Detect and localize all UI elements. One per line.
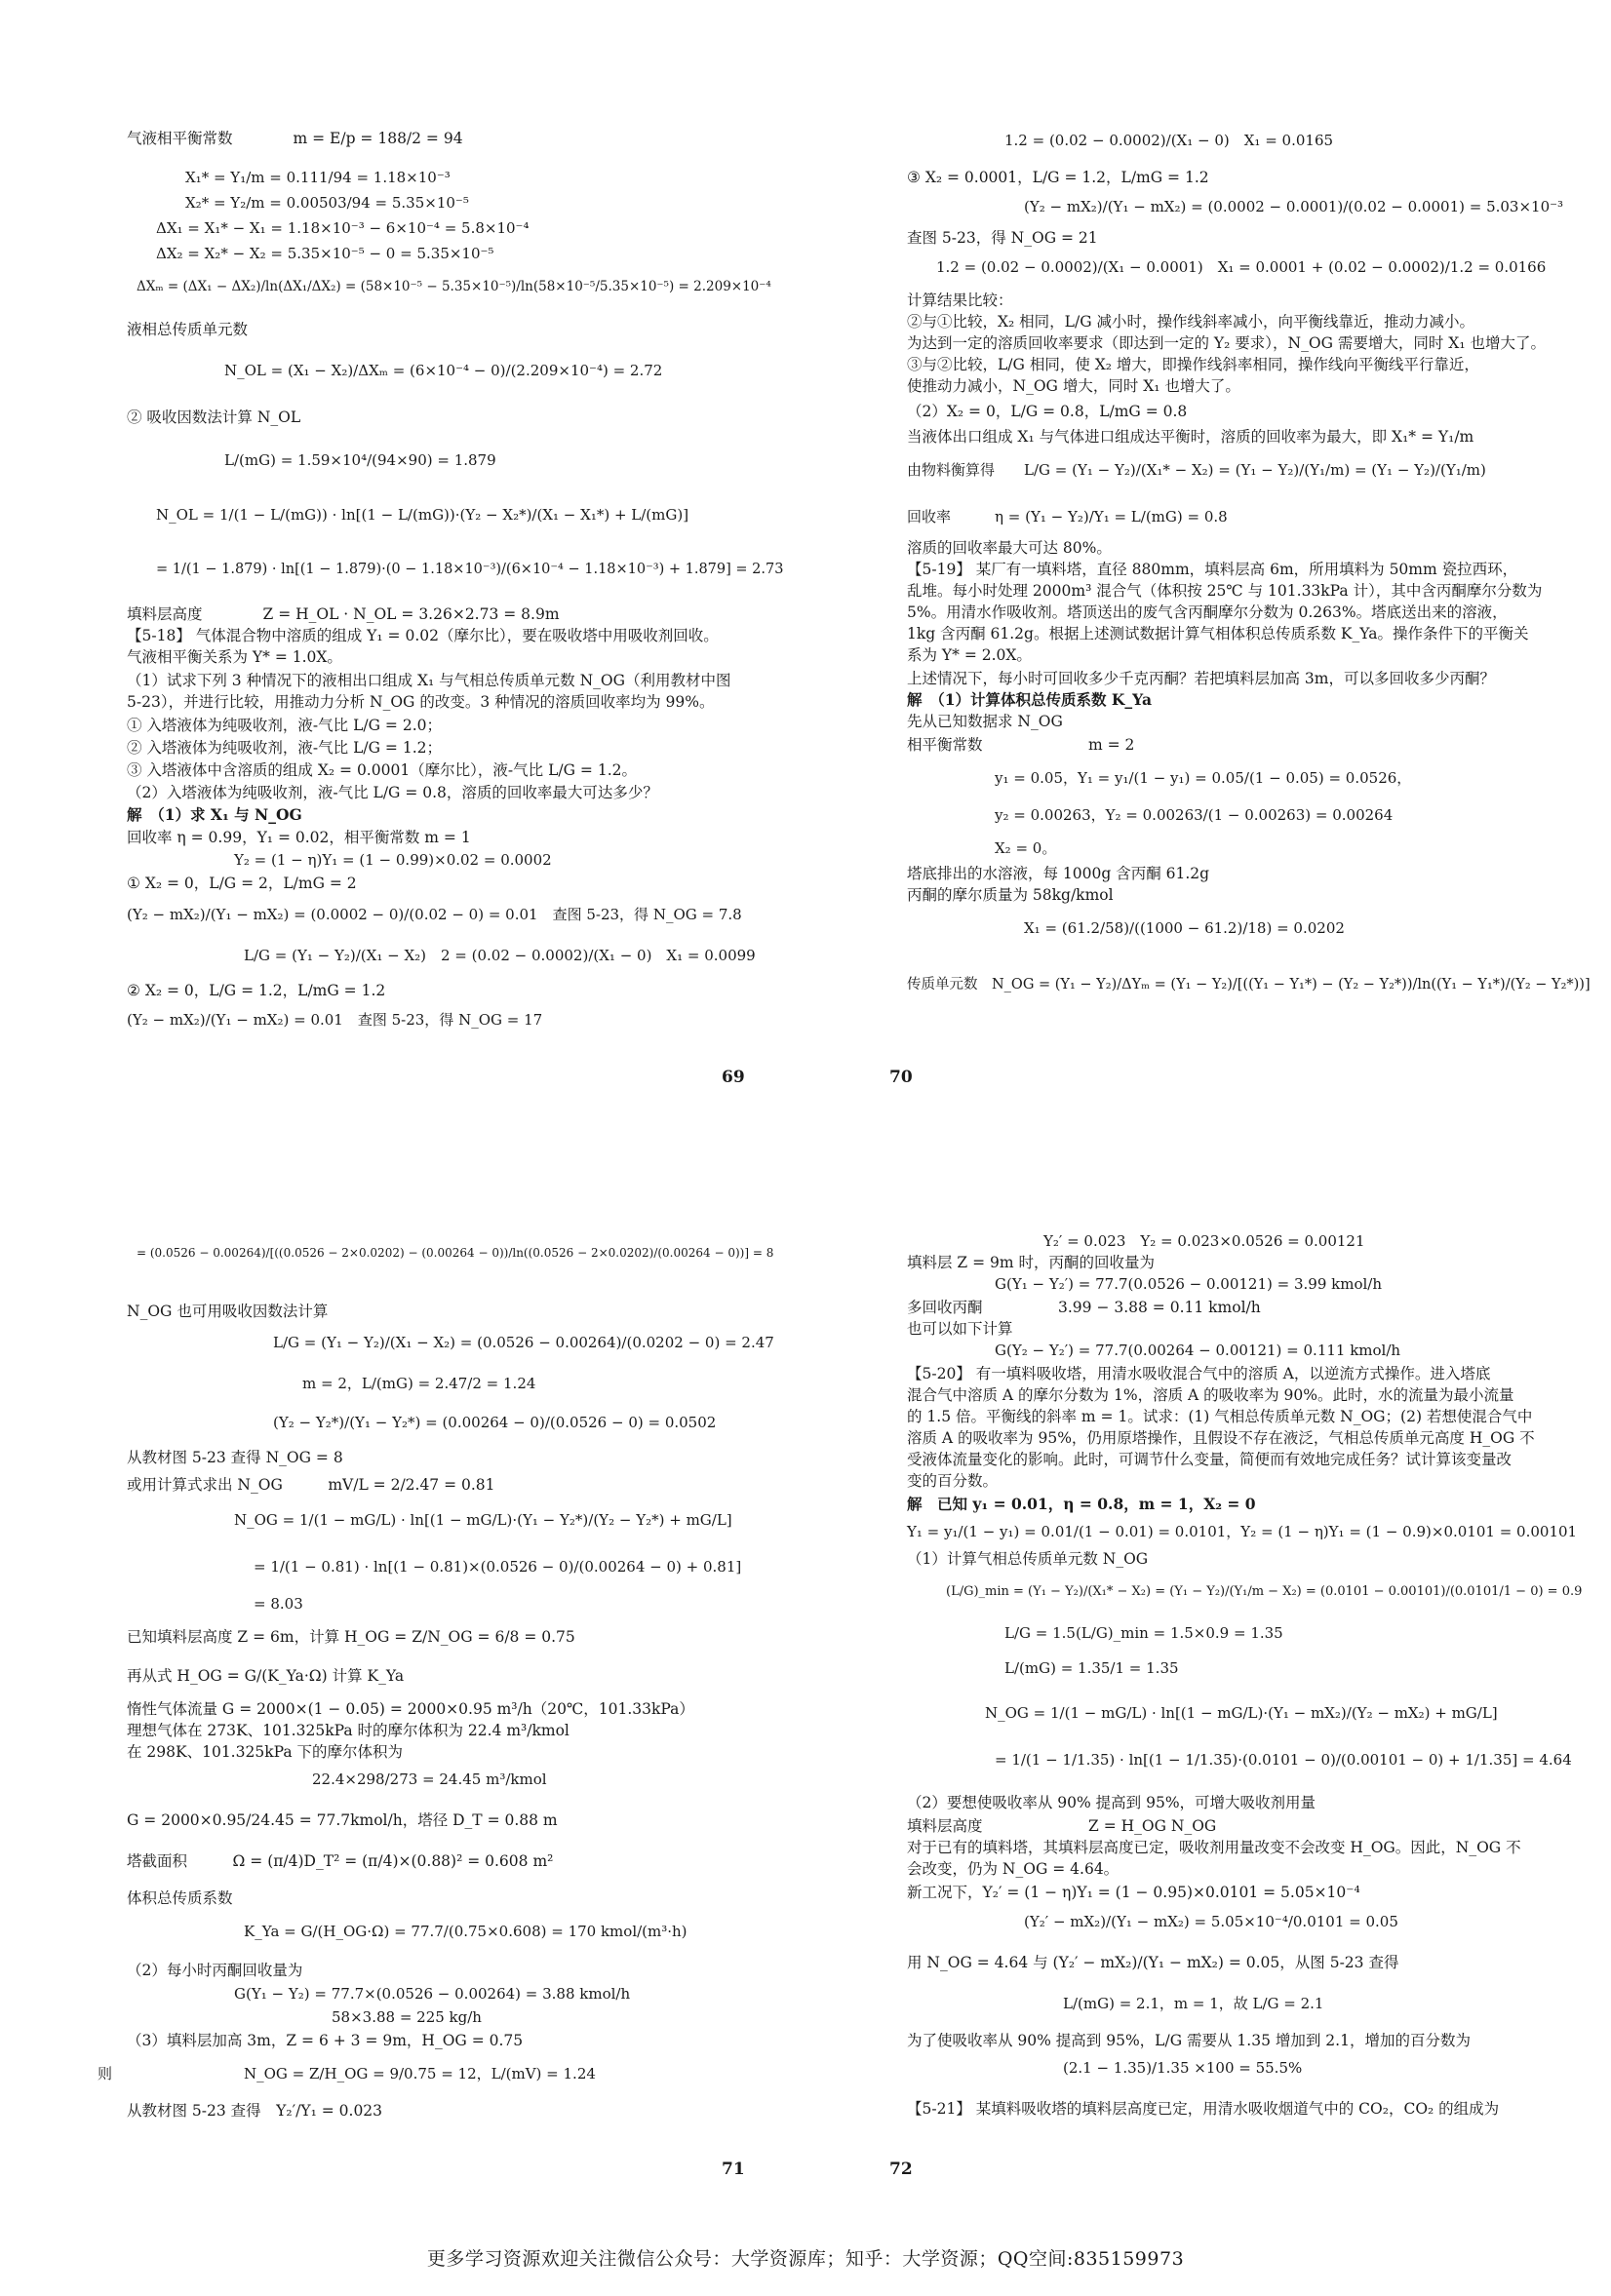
equation-line: 1.2 = (0.02 − 0.0002)/(X₁ − 0) X₁ = 0.0165 [1004,132,1334,149]
text-line: 上述情况下，每小时可回收多少千克丙酮？若把填料层加高 3m，可以多回收多少丙酮？ [907,670,1495,687]
equation-line: = 1/(1 − 1/1.35) · ln[(1 − 1/1.35)·(0.0101 − 0)/(0.00101 − 0) + 1/1.35] = 4.64 [995,1751,1572,1769]
equation-line: ΔXₘ = (ΔX₁ − ΔX₂)/ln(ΔX₁/ΔX₂) = (58×10⁻⁵ − 5.35×10⁻⁵)/ln(58×10⁻⁵/5.35×10⁻⁵) = 2.209×10⁻⁴ [137,279,771,294]
equation-line: L/(mG) = 1.35/1 = 1.35 [1004,1659,1179,1677]
text-line: 溶质的回收率最大可达 80%。 [907,539,1112,557]
text-line: 惰性气体流量 G = 2000×(1 − 0.05) = 2000×0.95 m³/h（20℃，101.33kPa） [127,1700,694,1718]
equation-line: X₂* = Y₂/m = 0.00503/94 = 5.35×10⁻⁵ [185,194,469,212]
page-number: 72 [889,2160,913,2179]
equation-line: (Y₂ − mX₂)/(Y₁ − mX₂) = (0.0002 − 0.0001)/(0.02 − 0.0001) = 5.03×10⁻³ [1024,198,1564,215]
equation-line: G(Y₂ − Y₂′) = 77.7(0.00264 − 0.00121) = 0.111 kmol/h [995,1342,1401,1359]
text-line: ② 入塔液体为纯吸收剂，液-气比 L/G = 1.2； [127,739,442,757]
text-line: 1kg 含丙酮 61.2g。根据上述测试数据计算气相体积总传质系数 K_Ya。操作条件下的平衡关 [907,625,1529,642]
text-line: N_OG 也可用吸收因数法计算 [127,1303,329,1320]
text-line: 会改变，仍为 N_OG = 4.64。 [907,1860,1120,1878]
equation-line: (Y₂ − mX₂)/(Y₁ − mX₂) = 0.01 查图 5-23，得 N_OG = 17 [127,1011,543,1029]
text-line: ③与②比较，L/G 相同，使 X₂ 增大，即操作线斜率相同，操作线向平衡线平行靠近， [907,356,1479,373]
equation-line: K_Ya = G/(H_OG·Ω) = 77.7/(0.75×0.608) = 170 kmol/(m³·h) [244,1923,688,1940]
text-line: 气液相平衡关系为 Y* = 1.0X。 [127,648,342,666]
equation-line: (Y₂′ − mX₂)/(Y₁ − mX₂) = 5.05×10⁻⁴/0.0101 = 0.05 [1024,1913,1398,1930]
text-line: （3）填料层加高 3m，Z = 6 + 3 = 9m，H_OG = 0.75 [127,2032,524,2049]
problem-heading: 【5-20】 有一填料吸收塔，用清水吸收混合气中的溶质 A，以逆流方式操作。进入塔底 [907,1365,1491,1382]
text-line: （1）试求下列 3 种情况下的液相出口组成 X₁ 与气相总传质单元数 N_OG（利用教材中图 [127,672,731,689]
equation-line: 则 N_OG = Z/H_OG = 9/0.75 = 12，L/(mV) = 1.24 [98,2065,596,2082]
text-line: 受液体流量变化的影响。此时，可调节什么变量，简便而有效地完成任务？试计算该变量改 [907,1451,1513,1468]
text-line: 也可以如下计算 [907,1320,1013,1338]
solution-heading: 解 （1）求 X₁ 与 N_OG [127,805,302,824]
text-line: 的 1.5 倍。平衡线的斜率 m = 1。试求：(1) 气相总传质单元数 N_OG；(2) 若想使混合气中 [907,1408,1533,1425]
equation-line: (L/G)_min = (Y₁ − Y₂)/(X₁* − X₂) = (Y₁ − Y₂)/(Y₁/m − X₂) = (0.0101 − 0.00101)/(0.0101/1 − 0) = 0.9 [946,1584,1583,1599]
problem-heading: 【5-19】 某厂有一填料塔，直径 880mm，填料层高 6m，所用填料为 50mm 瓷拉西环， [907,561,1518,578]
text-line: 液相总传质单元数 [127,321,249,338]
text-line: 在 298K、101.325kPa 下的摩尔体积为 [127,1743,403,1761]
problem-heading: 【5-21】 某填料吸收塔的填料层高度已定，用清水吸收烟道气中的 CO₂，CO₂ 的组成为 [907,2100,1500,2118]
equation-line: X₁ = (61.2/58)/((1000 − 61.2)/18) = 0.0202 [1024,919,1345,937]
text-line: （2）入塔液体为纯吸收剂，液-气比 L/G = 0.8，溶质的回收率最大可达多少？ [127,784,658,801]
text-line: 系为 Y* = 2.0X。 [907,646,1032,664]
equation-line: 58×3.88 = 225 kg/h [332,2008,482,2026]
text-line: （2）要想使吸收率从 90% 提高到 95%，可增大吸收剂用量 [907,1794,1316,1811]
text-line: 填料层 Z = 9m 时，丙酮的回收量为 [907,1254,1156,1271]
text-line: 为达到一定的溶质回收率要求（即达到一定的 Y₂ 要求），N_OG 需要增大，同时 X₁ 也增大了。 [907,334,1546,352]
text-line: ③ 入塔液体中含溶质的组成 X₂ = 0.0001（摩尔比），液-气比 L/G = 1.2。 [127,761,637,779]
text-line: 理想气体在 273K、101.325kPa 时的摩尔体积为 22.4 m³/kmol [127,1722,570,1739]
equation-line: Y₁ = y₁/(1 − y₁) = 0.01/(1 − 0.01) = 0.0101，Y₂ = (1 − η)Y₁ = (1 − 0.9)×0.0101 = 0.00101 [907,1523,1578,1540]
equation-line: y₁ = 0.05，Y₁ = y₁/(1 − y₁) = 0.05/(1 − 0.05) = 0.0526， [995,769,1412,787]
equation-line: 由物料衡算得 L/G = (Y₁ − Y₂)/(X₁* − X₂) = (Y₁ − Y₂)/(Y₁/m) = (Y₁ − Y₂)/(Y₁/m) [907,461,1486,479]
equation-line: L/G = 1.5(L/G)_min = 1.5×0.9 = 1.35 [1004,1624,1283,1642]
equation-line: y₂ = 0.00263，Y₂ = 0.00263/(1 − 0.00263) = 0.00264 [995,806,1394,824]
text-line: ① X₂ = 0，L/G = 2，L/mG = 2 [127,875,357,892]
equation-line: L/(mG) = 2.1，m = 1，故 L/G = 2.1 [1063,1995,1324,2012]
text-line: （2）每小时丙酮回收量为 [127,1962,303,1979]
text-line: 先从已知数据求 N_OG [907,713,1063,730]
page-number: 71 [722,2160,745,2179]
text-line: G = 2000×0.95/24.45 = 77.7kmol/h，塔径 D_T = 0.88 m [127,1811,558,1829]
text-line: 用 N_OG = 4.64 与 (Y₂′ − mX₂)/(Y₁ − mX₂) = 0.05，从图 5-23 查得 [907,1954,1399,1971]
equation-line: m = 2，L/(mG) = 2.47/2 = 1.24 [302,1375,536,1392]
text-line: （1）计算气相总传质单元数 N_OG [907,1550,1149,1568]
page-number: 70 [889,1068,913,1087]
equation-line: Y₂ = (1 − η)Y₁ = (1 − 0.99)×0.02 = 0.0002 [234,851,552,869]
equation-line: 传质单元数 N_OG = (Y₁ − Y₂)/ΔYₘ = (Y₁ − Y₂)/[((Y₁ − Y₁*) − (Y₂ − Y₂*))/ln((Y₁ − Y₁*)/(Y₂ − Y₂*))] [907,977,1591,992]
text-line: ② 吸收因数法计算 N_OL [127,409,301,426]
text-line: 再从式 H_OG = G/(K_Ya·Ω) 计算 K_Ya [127,1667,405,1685]
text-line: ③ X₂ = 0.0001，L/G = 1.2，L/mG = 1.2 [907,169,1209,186]
text-line: 变的百分数。 [907,1472,999,1490]
equation-line: = 1/(1 − 0.81) · ln[(1 − 0.81)×(0.0526 − 0)/(0.00264 − 0) + 0.81] [254,1558,742,1576]
equation-line: ΔX₂ = X₂* − X₂ = 5.35×10⁻⁵ − 0 = 5.35×10⁻⁵ [156,245,494,262]
text-line: 从教材图 5-23 查得 Y₂′/Y₁ = 0.023 [127,2102,383,2120]
problem-heading: 【5-18】 气体混合物中溶质的组成 Y₁ = 0.02（摩尔比），要在吸收塔中用吸收剂回收。 [127,627,719,644]
text-line: 混合气中溶质 A 的摩尔分数为 1%，溶质 A 的吸收率为 90%。此时，水的流量为最小流量 [907,1386,1514,1404]
text-line: 查图 5-23，得 N_OG = 21 [907,229,1098,247]
equation-line: N_OL = 1/(1 − L/(mG)) · ln[(1 − L/(mG))·(Y₂ − X₂*)/(X₁ − X₁*) + L/(mG)] [156,506,689,524]
text-line: 相平衡常数 m = 2 [907,736,1135,754]
equation-line: 回收率 η = (Y₁ − Y₂)/Y₁ = L/(mG) = 0.8 [907,508,1228,525]
text-line: ② X₂ = 0，L/G = 1.2，L/mG = 1.2 [127,982,386,999]
equation-line: N_OL = (X₁ − X₂)/ΔXₘ = (6×10⁻⁴ − 0)/(2.209×10⁻⁴) = 2.72 [224,362,663,379]
text-line: 或用计算式求出 N_OG mV/L = 2/2.47 = 0.81 [127,1476,495,1494]
equation-line: N_OG = 1/(1 − mG/L) · ln[(1 − mG/L)·(Y₁ − mX₂)/(Y₂ − mX₂) + mG/L] [985,1704,1498,1722]
text-line: 已知填料层高度 Z = 6m，计算 H_OG = Z/N_OG = 6/8 = 0.75 [127,1628,575,1646]
text-line: 塔底排出的水溶液，每 1000g 含丙酮 61.2g [907,865,1210,882]
equation-line: L/G = (Y₁ − Y₂)/(X₁ − X₂) = (0.0526 − 0.00264)/(0.0202 − 0) = 2.47 [273,1334,774,1351]
text-line: 填料层高度 Z = H_OL · N_OL = 3.26×2.73 = 8.9m [127,605,560,623]
page-72 [848,1214,1609,2296]
equation-line: Y₂′ = 0.023 Y₂ = 0.023×0.0526 = 0.00121 [1043,1232,1365,1250]
equation-line: G(Y₁ − Y₂) = 77.7×(0.0526 − 0.00264) = 3.88 kmol/h [234,1985,631,2003]
text-line: 乱堆。每小时处理 2000m³ 混合气（体积按 25℃ 与 101.33kPa 计），其中含丙酮摩尔分数为 [907,582,1543,600]
equation-line: = 8.03 [254,1595,303,1613]
solution-heading: 解 已知 y₁ = 0.01，η = 0.8，m = 1，X₂ = 0 [907,1495,1256,1513]
equation-line: (Y₂ − mX₂)/(Y₁ − mX₂) = (0.0002 − 0)/(0.02 − 0) = 0.01 查图 5-23，得 N_OG = 7.8 [127,906,742,923]
page-69 [39,117,800,1199]
text-line: 新工况下，Y₂′ = (1 − η)Y₁ = (1 − 0.95)×0.0101 = 5.05×10⁻⁴ [907,1884,1360,1901]
text-line: 丙酮的摩尔质量为 58kg/kmol [907,886,1114,904]
text-line: 回收率 η = 0.99，Y₁ = 0.02，相平衡常数 m = 1 [127,829,471,846]
text-line: 对于已有的填料塔，其填料层高度已定，吸收剂用量改变不会改变 H_OG。因此，N_OG 不 [907,1839,1521,1856]
equation-line: (2.1 − 1.35)/1.35 ×100 = 55.5% [1063,2059,1303,2077]
text-line: 使推动力减小，N_OG 增大，同时 X₁ 也增大了。 [907,377,1240,395]
equation-line: L/G = (Y₁ − Y₂)/(X₁ − X₂) 2 = (0.02 − 0.0002)/(X₁ − 0) X₁ = 0.0099 [244,947,756,964]
footer-banner: 更多学习资源欢迎关注微信公众号：大学资源库；知乎：大学资源；QQ空间:835159973 [426,2248,1185,2270]
equation-line: 22.4×298/273 = 24.45 m³/kmol [312,1771,547,1788]
text-line: 5-23），并进行比较，用推动力分析 N_OG 的改变。3 种情况的溶质回收率均为 99%。 [127,693,715,711]
solution-heading: 解 （1）计算体积总传质系数 K_Ya [907,690,1153,709]
text-line: 计算结果比较： [907,292,1013,309]
equation-line: N_OG = 1/(1 − mG/L) · ln[(1 − mG/L)·(Y₁ − Y₂*)/(Y₂ − Y₂*) + mG/L] [234,1511,732,1529]
text-line: 多回收丙酮 3.99 − 3.88 = 0.11 kmol/h [907,1299,1261,1316]
equation-line: 1.2 = (0.02 − 0.0002)/(X₁ − 0.0001) X₁ = 0.0001 + (0.02 − 0.0002)/1.2 = 0.0166 [936,258,1547,276]
text-line: 溶质 A 的吸收率为 95%，仍用原塔操作，且假设不存在液泛，气相总传质单元高度 H_OG 不 [907,1429,1535,1447]
equation-line: ΔX₁ = X₁* − X₁ = 1.18×10⁻³ − 6×10⁻⁴ = 5.8×10⁻⁴ [156,219,530,237]
text-line: ②与①比较，X₂ 相同，L/G 减小时，操作线斜率减小，向平衡线靠近，推动力减小。 [907,313,1475,331]
text-line: 填料层高度 Z = H_OG N_OG [907,1817,1217,1835]
text-line: 为了使吸收率从 90% 提高到 95%，L/G 需要从 1.35 增加到 2.1，增加的百分数为 [907,2032,1471,2049]
equation-line: X₁* = Y₁/m = 0.111/94 = 1.18×10⁻³ [185,169,451,186]
equation-line: L/(mG) = 1.59×10⁴/(94×90) = 1.879 [224,451,496,469]
equation-line: G(Y₁ − Y₂′) = 77.7(0.0526 − 0.00121) = 3.99 kmol/h [995,1275,1382,1293]
page-70 [848,117,1609,1199]
text-line: ① 入塔液体为纯吸收剂，液-气比 L/G = 2.0； [127,717,442,734]
text-line: 气液相平衡常数 m = E/p = 188/2 = 94 [127,130,463,147]
text-line: （2）X₂ = 0，L/G = 0.8，L/mG = 0.8 [907,403,1188,420]
text-line: 塔截面积 Ω = (π/4)D_T² = (π/4)×(0.88)² = 0.608 m² [127,1852,554,1870]
equation-line: (Y₂ − Y₂*)/(Y₁ − Y₂*) = (0.00264 − 0)/(0.0526 − 0) = 0.0502 [273,1414,717,1431]
text-line: 当液体出口组成 X₁ 与气体进口组成达平衡时，溶质的回收率为最大，即 X₁* = Y₁/m [907,428,1474,446]
equation-line: = 1/(1 − 1.879) · ln[(1 − 1.879)·(0 − 1.18×10⁻³)/(6×10⁻⁴ − 1.18×10⁻³) + 1.879] = 2.73 [156,562,784,577]
equation-line: = (0.0526 − 0.00264)/[((0.0526 − 2×0.0202) − (0.00264 − 0))/ln((0.0526 − 2×0.0202)/(0.00264 − 0))] = 8 [137,1246,774,1260]
text-line: 从教材图 5-23 查得 N_OG = 8 [127,1449,343,1466]
text-line: 5%。用清水作吸收剂。塔顶送出的废气含丙酮摩尔分数为 0.263%。塔底送出来的溶液， [907,603,1508,621]
equation-line: X₂ = 0。 [995,839,1057,857]
page-71 [39,1214,800,2296]
text-line: 体积总传质系数 [127,1889,233,1907]
page-number: 69 [722,1068,745,1087]
